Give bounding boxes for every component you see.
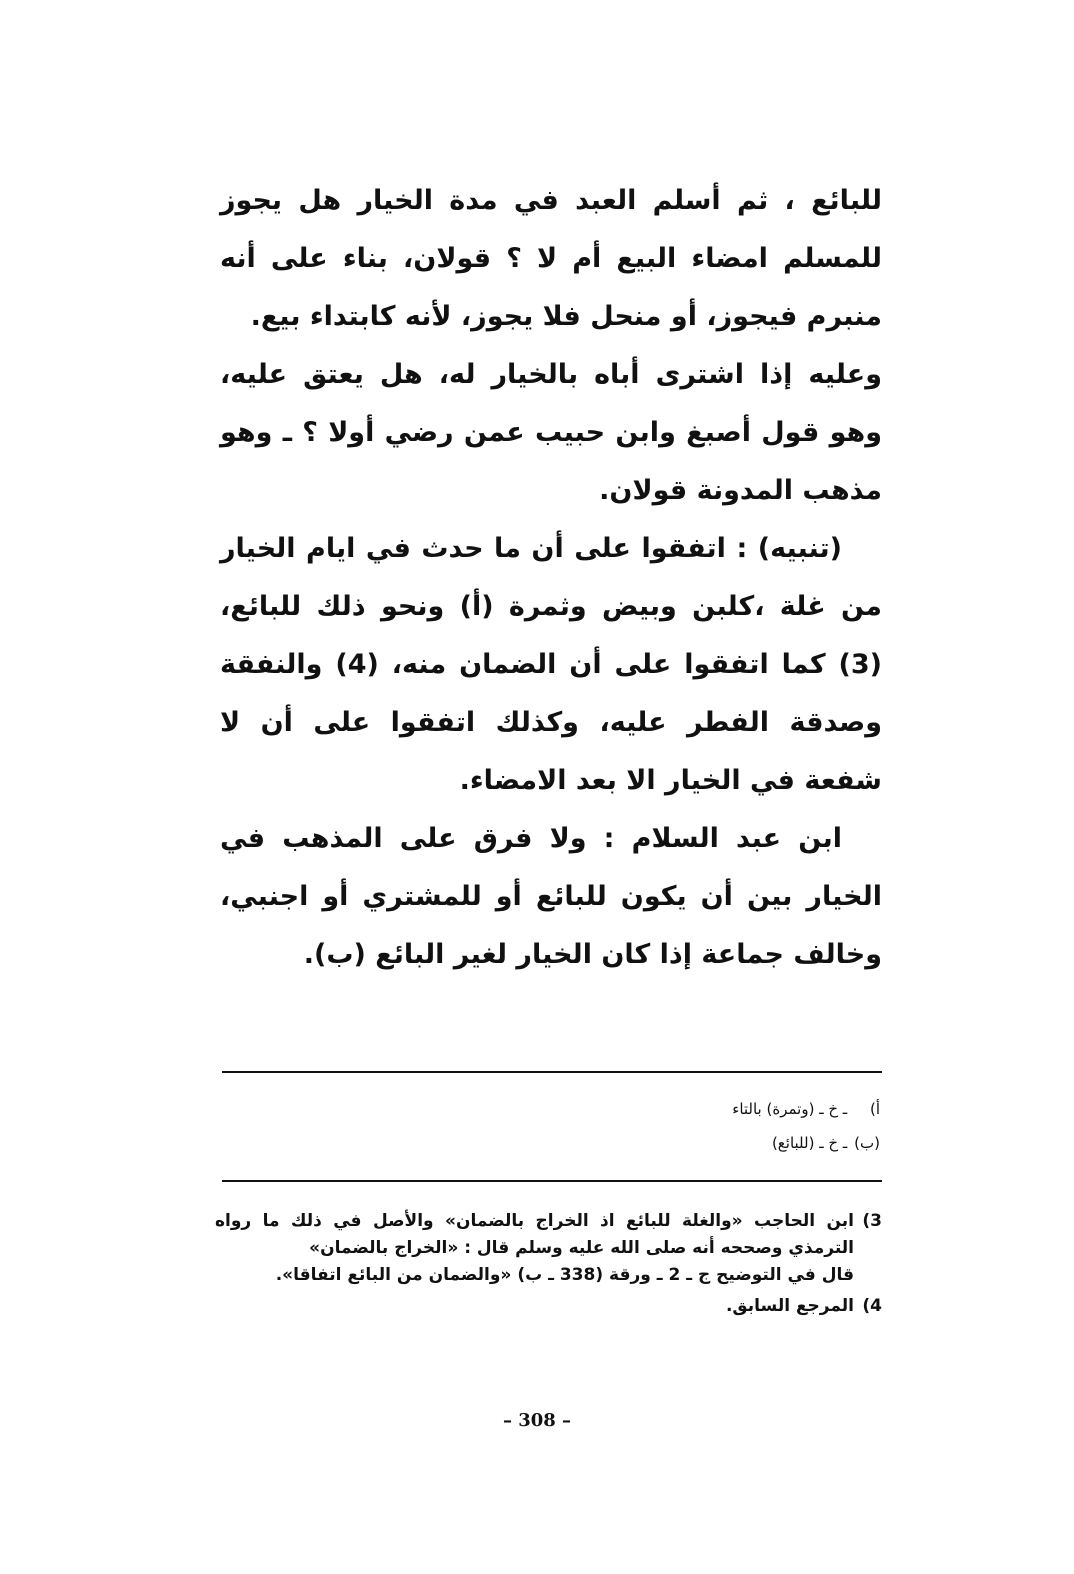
variant-note-text: ـ خ ـ (وتمرة) بالتاء [732, 1100, 848, 1118]
variant-note [560, 1092, 880, 1126]
variant-note [560, 1126, 880, 1160]
paragraph-1: للبائع ، ثم أسلم العبد في مدة الخيار هل يجوز للمسلم امضاء البيع أم لا ؟ قولان، بناء على أنه منبرم فيجوز، أو منحل فلا يجوز، لأنه كابتداء بيع. [220, 185, 882, 332]
footnote-number: 4) [862, 1296, 882, 1316]
paragraph-3: (تنبيه) : اتفقوا على أن ما حدث في ايام الخيار من غلة ،كلبن وبيض وثمرة (أ) ونحو ذلك للبائع، (3) كما اتفقوا على أن الضمان منه، (4) والنفقة وصدقة الفطر عليه، وكذلك اتفقوا على أن لا شفعة في الخيار الا بعد الامضاء. [220, 533, 882, 796]
paragraph-4: ابن عبد السلام : ولا فرق على المذهب في الخيار بين أن يكون للبائع أو للمشتري أو اجنبي، وخالف جماعة إذا كان الخيار لغير البائع (ب). [220, 823, 882, 970]
variant-note-marker: (ب) [854, 1134, 880, 1152]
footnote-body [215, 1208, 854, 1289]
footnote-line: قال في التوضيح ج ـ 2 ـ ورقة (338 ـ ب) «والضمان من البائع اتفاقا». [275, 1265, 854, 1285]
variant-notes [560, 1092, 880, 1160]
footnote-divider-bottom [222, 1180, 882, 1182]
footnote [215, 1208, 882, 1289]
variant-note-text: ـ خ ـ (للبائع) [771, 1134, 848, 1152]
footnote-divider-top [222, 1071, 882, 1073]
footnote-line: المرجع السابق. [725, 1296, 854, 1316]
footnote-line: ابن الحاجب «والغلة للبائع اذ الخراج بالضمان» والأصل في ذلك ما رواه الترمذي وصححه أنه صلى الله عليه وسلم قال : «الخراج بالضمان» [215, 1211, 854, 1258]
main-text [220, 172, 882, 984]
footnote-number: 3) [862, 1211, 882, 1231]
variant-note-marker: أ) [869, 1100, 880, 1118]
footnotes [215, 1208, 882, 1324]
paragraph-2: وعليه إذا اشترى أباه بالخيار له، هل يعتق عليه، وهو قول أصبغ وابن حبيب عمن رضي أولا ؟ ـ وهو مذهب المدونة قولان. [220, 359, 882, 506]
footnote [215, 1293, 882, 1320]
page-number: – 308 – [502, 1410, 572, 1431]
footnote-body [215, 1293, 854, 1320]
